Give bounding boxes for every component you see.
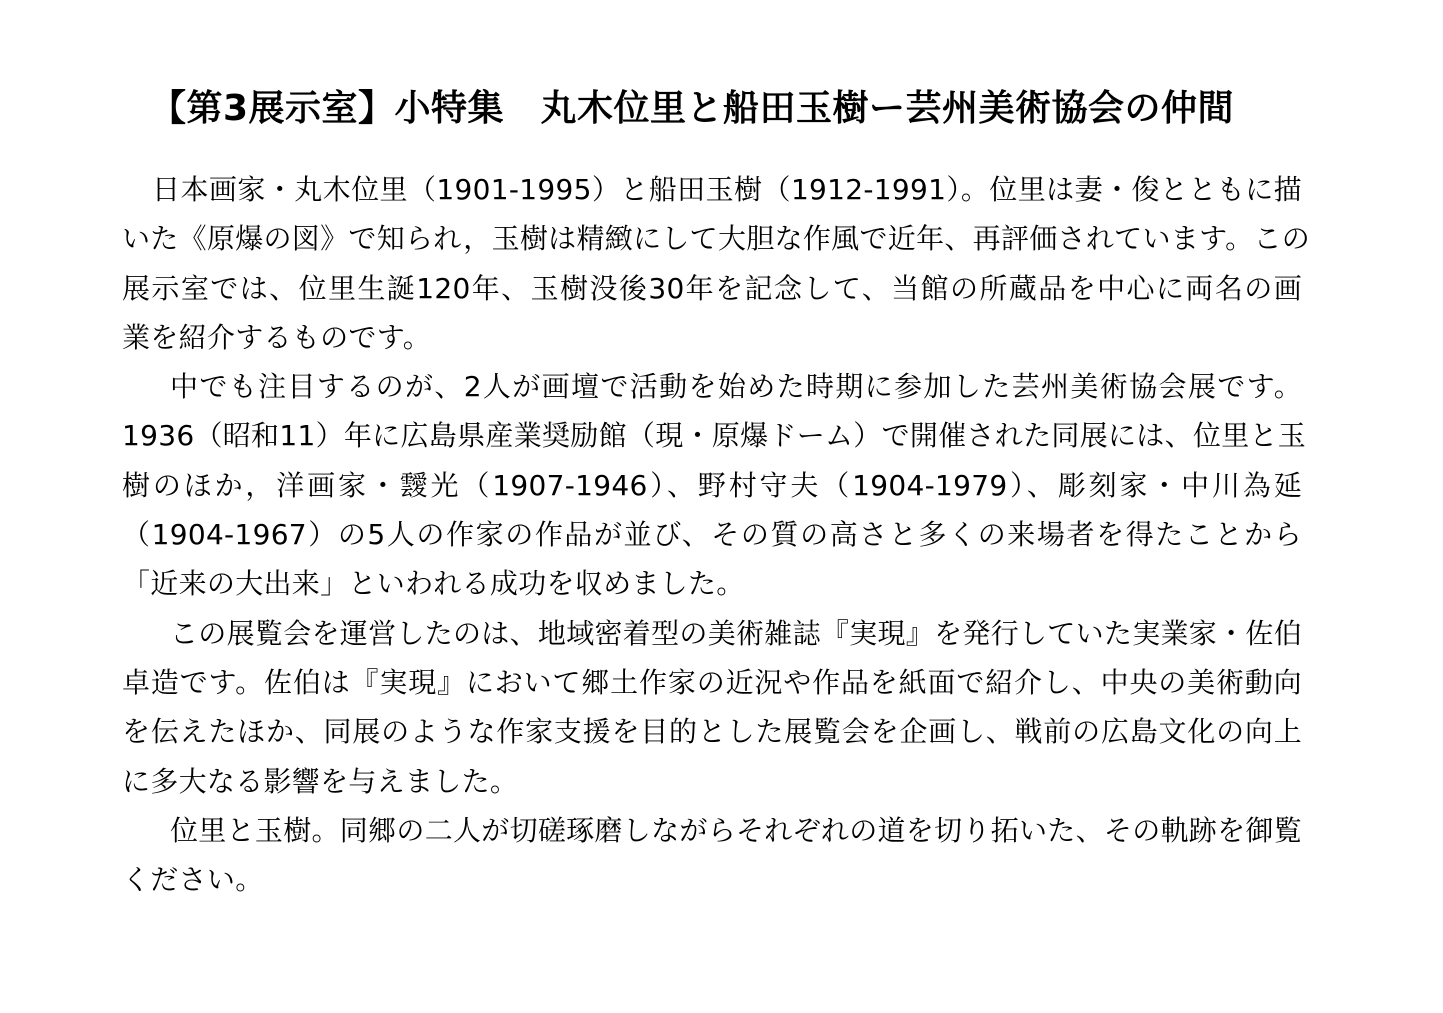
paragraph-line: 業を紹介するものです。 [122, 320, 432, 354]
paragraph-line: 位里と玉樹。同郷の二人が切磋琢磨しながらそれぞれの道を切り拓いた、その軌跡を御覧 [170, 813, 1303, 847]
document-body [122, 165, 1311, 904]
paragraph-line: 展示室では、位里生誕120年、玉樹没後30年を記念して、当館の所蔵品を中心に両名の画 [122, 271, 1302, 305]
paragraph-4 [122, 806, 1302, 905]
document-title: 【第3展示室】小特集 丸木位里と船田玉樹ー芸州美術協会の仲間 [150, 88, 1235, 129]
paragraph-line: 1936（昭和11）年に広島県産業奨励館（現・原爆ドーム）で開催された同展には、位里と玉 [122, 419, 1307, 453]
paragraph-line: いた《原爆の図》で知られ，玉樹は精緻にして大胆な作風で近年、再評価されています。この [122, 222, 1311, 256]
paragraph-line: ください。 [122, 863, 264, 897]
paragraph-line: 「近来の大出来」といわれる成功を収めました。 [122, 567, 745, 601]
paragraph-line: を伝えたほか、同展のような作家支援を目的とした展覧会を企画し、戦前の広島文化の向上 [122, 715, 1302, 749]
paragraph-1 [122, 165, 1311, 362]
paragraph-line: に多大なる影響を与えました。 [122, 764, 519, 798]
paragraph-2 [122, 362, 1307, 608]
paragraph-line: 中でも注目するのが、2人が画壇で活動を始めた時期に参加した芸州美術協会展です。 [170, 370, 1302, 404]
paragraph-3 [122, 609, 1302, 806]
paragraph-line: 卓造です。佐伯は『実現』において郷土作家の近況や作品を紙面で紹介し、中央の美術動向 [122, 665, 1302, 699]
paragraph-line: 日本画家・丸木位里（1901-1995）と船田玉樹（1912-1991）。位里は妻・俊とともに描 [152, 173, 1302, 206]
paragraph-line: （1904-1967）の5人の作家の作品が並び、その質の高さと多くの来場者を得たことから [122, 518, 1302, 552]
paragraph-line: 樹のほか，洋画家・靉光（1907-1946）、野村守夫（1904-1979）、彫刻家・中川為延 [122, 468, 1302, 502]
paragraph-line: この展覧会を運営したのは、地域密着型の美術雑誌『実現』を発行していた実業家・佐伯 [170, 616, 1303, 650]
